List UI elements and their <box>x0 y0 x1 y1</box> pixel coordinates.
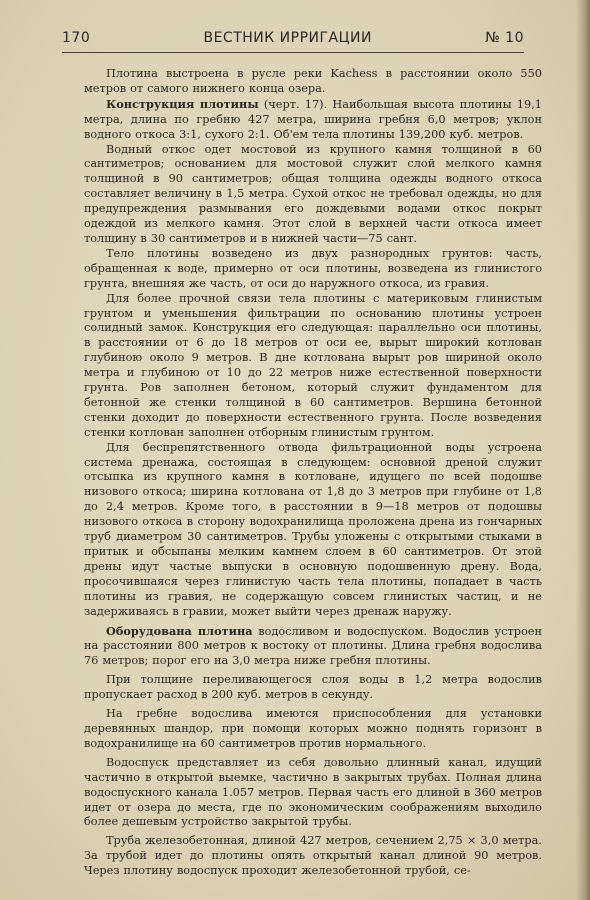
paragraph-text: (черт. 17). Наибольшая высота плотины 19,1 метра, длина по гребню 427 метра, ширина гребня 6,0 метров; уклон водного откоса 3:1, сухого 2:1. Об'ем тела плотины 139,200 куб. метров. <box>84 97 542 141</box>
journal-title: ВЕСТНИК ИРРИГАЦИИ <box>203 30 372 46</box>
issue-number: № 10 <box>485 30 524 46</box>
paragraph <box>84 247 542 292</box>
running-header <box>62 30 524 52</box>
paragraph <box>84 67 542 97</box>
paragraph-text: водосливом и водоспуском. Водослив устроен на расстоянии 800 метров к востоку от плотины. Длина гребня водослива 76 метров; порог его на 3,0 метра ниже гребня плотины. <box>84 624 542 668</box>
paragraph-text: Водный откос одет мостовой из крупного камня толщиной в 60 сантиметров; основанием для мостовой служит слой мелкого камня толщиной в 90 сантиметров; общая толщина одежды водного откоса составляет величину в 1,5 метра. Сухой откос не требовал одежды, но для предупреждения размывания его дождевыми водами откос покрыт одеждой из мелкого камня. Этот слой в верхней части откоса имеет толщину в 30 сантиметров и в нижней части—75 сант. <box>84 142 542 245</box>
paragraph <box>84 624 542 670</box>
paragraph <box>84 673 542 703</box>
paragraph <box>84 292 542 441</box>
page-number: 170 <box>62 30 91 46</box>
paragraph-text: Для беспрепятственного отвода фильтрационной воды устроена система дренажа, состоящая в следующем: основной дреной служит отсыпка из крупного камня в котловане, идущего по всей подошве низового откоса; ширина котлована от 1,8 до 3 метров при глубине от 1,8 до 2,4 метров. Кроме того, в расстоянии в 9—18 метров от подошвы низового откоса в сторону водохранилища проложена дрена из гончарных труб диаметром 30 сантиметров. Трубы уложены с открытыми стыками в притык и обсыпаны мелким камнем слоем в 60 сантиметров. От этой дрены идут частые выпуски в основную подошвенную дрену. Вода, просочившаяся через глинистую часть тела плотины, попадает в часть плотины из гравия, не содержащую совсем глинистых частиц, и не задерживаясь в гравии, может выйти через дренаж наружу. <box>84 440 542 618</box>
paragraph <box>84 143 542 247</box>
paragraph <box>84 707 542 752</box>
paragraph-lead: Оборудована плотина <box>106 623 253 638</box>
paragraph <box>84 441 542 620</box>
page-edge-shadow <box>576 0 590 900</box>
paragraph-text: Плотина выстроена в русле реки Kachess в расстоянии около 550 метров от самого нижнего конца озера. <box>84 67 542 95</box>
paragraph-text: Труба железобетонная, длиной 427 метров, сечением 2,75 × 3,0 метра. За трубой идет до плотины опять открытый канал длиной 90 метров. Через плотину водоспуск проходит железобетонной трубой, се- <box>84 834 542 878</box>
paragraph <box>84 97 542 143</box>
paragraph <box>84 756 542 831</box>
header-rule <box>62 52 524 53</box>
paragraph <box>84 834 542 879</box>
paragraph-text: На гребне водослива имеются приспособления для установки деревянных шандор, при помощи которых можно поднять горизонт в водохранилище на 60 сантиметров против нормального. <box>84 707 542 750</box>
paragraph-lead: Конструкция плотины <box>106 96 259 111</box>
paragraph-text: Тело плотины возведено из двух разнородных грунтов: часть, обращенная к воде, примерно от оси плотины, возведена из глинистого грунта, внешняя же часть, от оси до наружного откоса, из гравия. <box>84 246 542 290</box>
article-body <box>84 67 542 879</box>
paragraph-text: При толщине переливающегося слоя воды в 1,2 метра водослив пропускает расход в 200 куб. метров в секунду. <box>84 673 542 702</box>
paragraph-text: Водоспуск представляет из себя довольно длинный канал, идущий частично в открытой выемке, частично в закрытых трубах. Полная длина водоспускного канала 1.057 метров. Первая часть его длиной в 360 метров идет от озера до места, где по экономическим соображениям выходило более дешевым устройство закрытой трубы. <box>84 755 542 829</box>
paragraph-text: Для более прочной связи тела плотины с материковым глинистым грунтом и уменьшения фильтрации по основанию плотины устроен солидный замок. Конструкция его следующая: параллельно оси плотины, в расстоянии от 6 до 18 метров от оси ее, вырыт широкий котлован глубиною около 9 метров. В дне котлована вырыт ров шириной около метра и глубиною от 10 до 22 метров ниже естественной поверхности грунта. Ров заполнен бетоном, который служит фундаментом для бетонной же стенки толщиной в 60 сантиметров. Вершина бетонной стенки доходит до поверхности естественного грунта. После возведения стенки котлован заполнен отборным глинистым грунтом. <box>84 291 542 439</box>
